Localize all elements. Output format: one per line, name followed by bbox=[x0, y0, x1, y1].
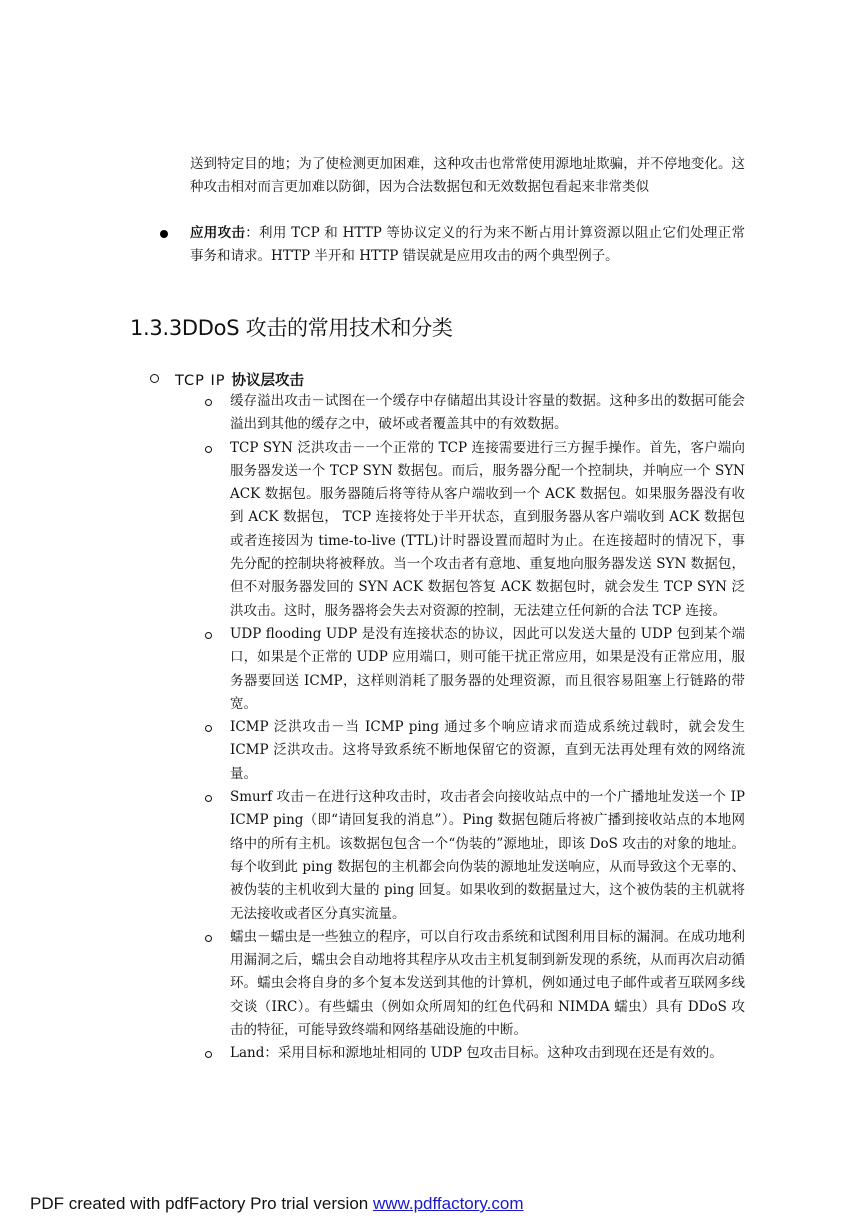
list-title bbox=[150, 370, 304, 392]
list-item bbox=[200, 786, 745, 926]
list-item bbox=[200, 623, 745, 716]
pdf-footer bbox=[30, 1194, 524, 1214]
list-item bbox=[200, 716, 745, 786]
circle-bullet-icon bbox=[205, 935, 212, 942]
list-item-text: 缓存溢出攻击－试图在一个缓存中存储超出其设计容量的数据。这种多出的数据可能会溢出到其他的缓存之中，破坏或者覆盖其中的有效数据。 bbox=[230, 393, 745, 433]
list-title-part-a: TCP IP bbox=[175, 373, 226, 389]
list-item bbox=[200, 437, 745, 623]
circle-bullet-icon bbox=[205, 795, 212, 802]
circle-bullet-icon bbox=[205, 399, 212, 406]
bullet-application-attack bbox=[150, 222, 745, 267]
circle-bullet-icon bbox=[150, 374, 159, 383]
list-item-text: Smurf 攻击－在进行这种攻击时，攻击者会向接收站点中的一个广播地址发送一个 IP ICMP ping（即“请回复我的消息”）。Ping 数据包随后将被广播到接收站点的本地网络中的所有主机。该数据包包含一个“伪装的”源地址，即该 DoS 攻击的对象的地址。每个收到此 ping 数据包的主机都会向伪装的源地址发送响应，从而导致这个无辜的、被伪装的主机收到大量的 ping 回复。如果收到的数据量过大，这个被伪装的主机就将无法接收或者区分真实流量。 bbox=[230, 789, 745, 922]
bullet-text bbox=[190, 222, 745, 267]
circle-bullet-icon bbox=[205, 1051, 212, 1058]
circle-bullet-icon bbox=[205, 725, 212, 732]
continuation-paragraph: 送到特定目的地；为了使检测更加困难，这种攻击也常常使用源地址欺骗，并不停地变化。这种攻击相对而言更加难以防御，因为合法数据包和无效数据包看起来非常类似 bbox=[190, 156, 745, 195]
bullet-body: ：利用 TCP 和 HTTP 等协议定义的行为来不断占用计算资源以阻止它们处理正常事务和请求。HTTP 半开和 HTTP 错误就是应用攻击的两个典型例子。 bbox=[190, 225, 746, 264]
list-item bbox=[200, 390, 745, 437]
list-item-text: UDP flooding UDP 是没有连接状态的协议，因此可以发送大量的 UDP 包到某个端口，如果是个正常的 UDP 应用端口，则可能干扰正常应用，如果是没有正常应用，服务器要回送 ICMP，这样则消耗了服务器的处理资源，而且很容易阻塞上行链路的带宽。 bbox=[230, 625, 745, 712]
list-item bbox=[200, 926, 745, 1042]
list-item-text: Land：采用目标和源地址相同的 UDP 包攻击目标。这种攻击到现在还是有效的。 bbox=[230, 1045, 723, 1062]
footer-text: PDF created with pdfFactory Pro trial version bbox=[30, 1194, 373, 1213]
list-title-part-b: 协议层攻击 bbox=[231, 372, 305, 389]
section-heading: 1.3.3DDoS 攻击的常用技术和分类 bbox=[130, 316, 453, 340]
list-item-text: 蠕虫－蠕虫是一些独立的程序，可以自行攻击系统和试图利用目标的漏洞。在成功地利用漏洞之后，蠕虫会自动地将其程序从攻击主机复制到新发现的系统，从而再次启动循环。蠕虫会将自身的多个复本发送到其他的计算机，例如通过电子邮件或者互联网多线交谈（IRC）。有些蠕虫（例如众所周知的红色代码和 NIMDA 蠕虫）具有 DDoS 攻击的特征，可能导致终端和网络基础设施的中断。 bbox=[230, 928, 745, 1039]
circle-bullet-icon bbox=[205, 446, 212, 453]
list-item bbox=[200, 1042, 745, 1065]
list-item-text: ICMP 泛洪攻击－当 ICMP ping 通过多个响应请求而造成系统过载时，就会发生 ICMP 泛洪攻击。这将导致系统不断地保留它的资源，直到无法再处理有效的网络流量。 bbox=[230, 719, 745, 782]
bullet-label: 应用攻击 bbox=[190, 225, 246, 241]
circle-bullet-icon bbox=[205, 632, 212, 639]
list-item-text: TCP SYN 泛洪攻击－一个正常的 TCP 连接需要进行三方握手操作。首先，客户端向服务器发送一个 TCP SYN 数据包。而后，服务器分配一个控制块，并响应一个 SYN ACK 数据包。服务器随后将等待从客户端收到一个 ACK 数据包。如果服务器没有收到 ACK 数据包， TCP 连接将处于半开状态，直到服务器从客户端收到 ACK 数据包或者连接因为 time-to-live (TTL)计时器设置而超时为止。在连接超时的情况下，事先分配的控制块将被释放。当一个攻击者有意地、重复地向服务器发送 SYN 数据包，但不对服务器发回的 SYN ACK 数据包答复 ACK 数据包时，就会发生 TCP SYN 泛洪攻击。这时，服务器将会失去对资源的控制，无法建立任何新的合法 TCP 连接。 bbox=[230, 439, 745, 619]
footer-link[interactable]: www.pdffactory.com bbox=[372, 1194, 524, 1213]
bullet-dot-icon bbox=[160, 230, 168, 238]
attack-list bbox=[200, 390, 745, 1066]
